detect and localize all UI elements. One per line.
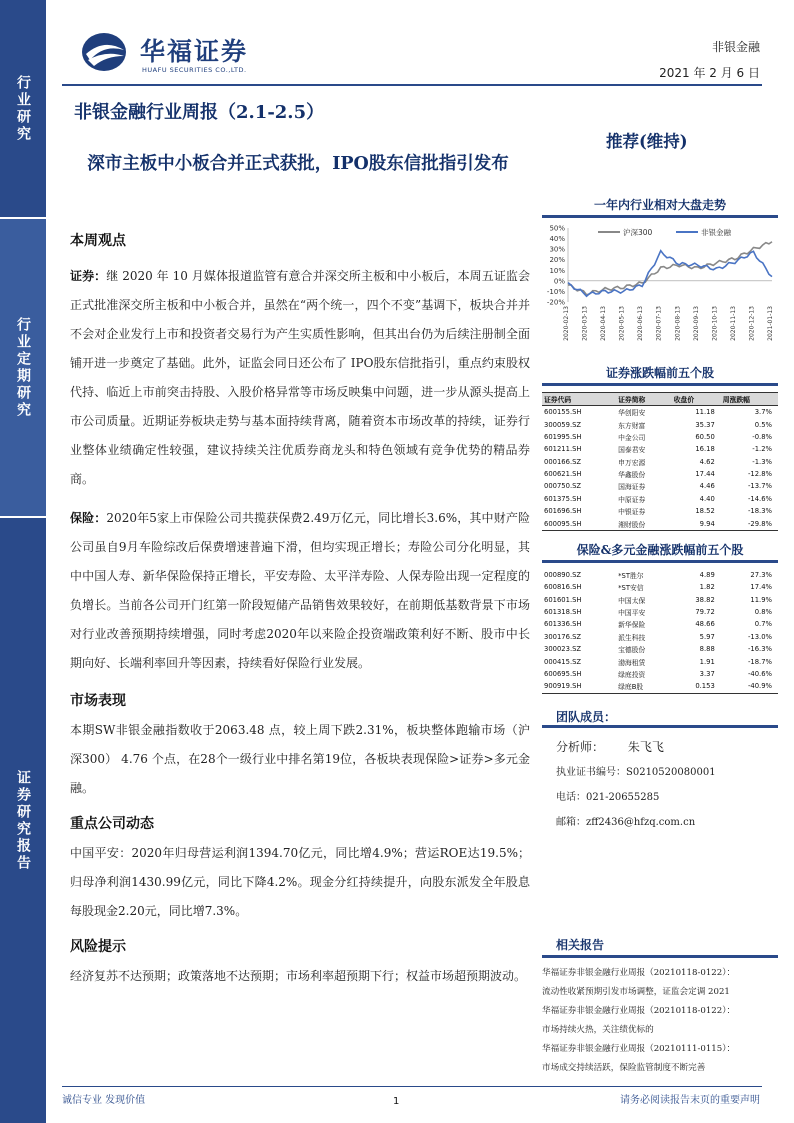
legend-label: 沪深300	[623, 228, 653, 237]
cell-close: 5.97	[699, 632, 715, 641]
table-header-row	[542, 393, 778, 406]
cell-close: 4.89	[699, 570, 715, 579]
cell-close: 35.37	[695, 420, 715, 429]
related-report-item[interactable]: 华福证券非银金融行业周报（20210118-0122）：	[542, 968, 736, 978]
cell-code: 601375.SH	[544, 494, 582, 503]
cell-change: -40.6%	[747, 669, 772, 678]
cell-close: 11.18	[695, 408, 715, 417]
cell-change: -0.8%	[752, 432, 772, 441]
cell-change: 11.9%	[750, 595, 772, 604]
footer-slogan: 诚信专业 发现价值	[62, 1095, 146, 1106]
cell-name: 绿庭投资	[618, 670, 646, 679]
paragraph-securities	[70, 262, 530, 494]
related-report-item[interactable]: 市场成交持续活跃，保险监管制度不断完善	[542, 1063, 706, 1073]
cell-name: 中原证券	[618, 495, 646, 504]
cell-change: 27.3%	[750, 570, 772, 579]
paragraph-lead: 证券：	[70, 269, 107, 283]
x-tick-label: 2020-08-13	[674, 306, 682, 341]
cell-close: 4.46	[699, 482, 715, 491]
col-header-change: 周涨跌幅	[721, 393, 778, 406]
header-divider	[62, 84, 762, 86]
y-tick-label: 50%	[549, 224, 565, 233]
cell-code: 601696.SH	[544, 507, 582, 516]
cell-code: 601211.SH	[544, 445, 582, 454]
x-tick-label: 2020-10-13	[711, 306, 719, 341]
cell-change: -29.8%	[721, 517, 778, 530]
sidebar-section-industry-research	[0, 0, 46, 217]
table-securities-movers	[542, 392, 778, 531]
cell-name: 宝德股份	[618, 646, 646, 655]
right-column	[542, 196, 778, 828]
cell-change: -1.2%	[752, 445, 772, 454]
related-report-item[interactable]: 市场持续火热，关注绩优标的	[542, 1025, 654, 1035]
col-header-code: 证券代码	[542, 393, 616, 406]
y-tick-label: 30%	[549, 245, 565, 254]
cell-code: 601318.SH	[544, 608, 582, 617]
col-header-close: 收盘价	[672, 393, 721, 406]
table-row	[542, 431, 778, 443]
table-row	[542, 631, 778, 643]
cell-change: -14.6%	[747, 494, 772, 503]
analyst-line	[556, 738, 778, 755]
paragraph-market: 本期SW非银金融指数收于2063.48 点，较上周下跌2.31%，板块整体跑输市场（沪深300） 4.76 个点，在28个一级行业中排名第19位，各板块表现保险>证券>多元金融。	[70, 723, 530, 795]
cell-close: 17.44	[695, 470, 715, 479]
x-tick-label: 2020-03-13	[581, 306, 589, 341]
cell-close: 3.37	[699, 669, 715, 678]
table-row	[542, 655, 778, 667]
table-row	[542, 569, 778, 581]
cell-close: 9.94	[672, 517, 721, 530]
related-reports	[542, 936, 778, 1078]
cell-name: 国泰君安	[618, 446, 646, 455]
cell-name: 派生科技	[618, 633, 646, 642]
x-tick-label: 2020-09-13	[692, 306, 700, 341]
x-tick-label: 2020-02-13	[563, 306, 570, 341]
cell-change: 0.8%	[754, 608, 772, 617]
table-row	[542, 406, 778, 419]
analyst-name: 朱飞飞	[627, 739, 664, 754]
cell-change: -18.7%	[747, 657, 772, 666]
logo-text-cn: 华福证券	[140, 37, 249, 66]
table2-heading: 保险&多元金融涨跌幅前五个股	[542, 541, 778, 563]
cell-name: 华创阳安	[618, 409, 646, 418]
related-report-item[interactable]: 华福证券非银金融行业周报（20210111-0115）：	[542, 1044, 736, 1054]
y-tick-label: 20%	[549, 256, 565, 265]
team-heading: 团队成员：	[542, 708, 778, 728]
x-tick-label: 2020-11-13	[729, 306, 737, 341]
cell-change: 0.7%	[754, 620, 772, 629]
company-logo	[80, 30, 280, 80]
col-header-name: 证券简称	[616, 393, 672, 406]
sidebar-label: 行业研究	[15, 74, 31, 143]
table-row	[542, 643, 778, 655]
cell-name: 中银证券	[618, 508, 646, 517]
footer-disclaimer: 请务必阅读报告末页的重要声明	[620, 1095, 760, 1106]
cell-name: 绿庭B股	[616, 680, 672, 693]
cell-close: 38.82	[695, 595, 715, 604]
table-insurance-movers	[542, 569, 778, 694]
cell-change: -18.3%	[747, 507, 772, 516]
header-date: 2021 年 2 月 6 日	[659, 66, 760, 80]
table-row	[542, 668, 778, 680]
page-number: 1	[393, 1096, 400, 1107]
paragraph-text: 继 2020 年 10 月媒体报道监管有意合并深交所主板和中小板后，本周五证监会正式批准深交所主板和中小板合并，虽然在“两个统一，四个不变”基调下，板块合并并不会对企业发行上市和投资者交易行为产生实质性影响，但其出台仍为后续注册制全面铺开进一步奠定了基础。此外，证监会同日还公布了 IPO股东信批指引，重点约束股权代持、临近上市前突击持股、入股价格异常等市场反映集中问题，进一步从源头提高上市公司质量。近期证券板块走势与基本面持续背离，随着资本市场改革的持续，证券行业整体业绩确定性较强，建议持续关注优质券商龙头和特色领域有竞争优势的精品券商。	[70, 269, 530, 486]
cell-close: 1.82	[699, 583, 715, 592]
related-report-item[interactable]: 华福证券非银金融行业周报（20210118-0122）：	[542, 1006, 736, 1016]
relative-performance-chart	[542, 222, 778, 342]
paragraph-risk: 经济复苏不达预期；政策落地不达预期；市场利率超预期下行；权益市场超预期波动。	[70, 969, 527, 983]
cell-close: 4.62	[699, 457, 715, 466]
paragraph-insurance	[70, 504, 530, 678]
cell-close: 60.50	[695, 432, 715, 441]
logo-emblem-icon	[80, 30, 132, 74]
table-row	[542, 680, 778, 693]
cell-code: 600155.SH	[544, 408, 582, 417]
cell-close: 18.52	[695, 507, 715, 516]
cell-code: 601336.SH	[544, 620, 582, 629]
cell-close: 4.40	[699, 494, 715, 503]
table-row	[542, 418, 778, 430]
analyst-phone: 电话：021-20655285	[556, 791, 660, 803]
sidebar-label: 证券研究报告	[15, 769, 31, 872]
section-heading-market: 市场表现	[70, 693, 126, 709]
x-tick-label: 2020-07-13	[655, 306, 663, 341]
cell-code: 600095.SH	[542, 517, 616, 530]
cell-code: 000415.SZ	[544, 657, 582, 666]
section-heading-company: 重点公司动态	[70, 816, 154, 832]
cell-name: 渤海租赁	[618, 658, 646, 667]
cell-name: 东方财富	[618, 421, 646, 430]
cell-name: 湘财股份	[616, 517, 672, 530]
cell-close: 1.91	[699, 657, 715, 666]
table-row	[542, 493, 778, 505]
table-row	[542, 594, 778, 606]
table-row	[542, 618, 778, 630]
sidebar-section-periodic-research	[0, 219, 46, 516]
paragraph-lead: 保险：	[70, 511, 107, 525]
analyst-cert: 执业证书编号：S0210520080001	[556, 766, 716, 778]
section-heading-risk: 风险提示	[70, 939, 126, 955]
table-row	[542, 581, 778, 593]
cell-name: 中国太保	[618, 596, 646, 605]
x-tick-label: 2021-01-13	[767, 306, 774, 341]
paragraph-company: 中国平安：2020年归母营运利润1394.70亿元，同比增4.9%；营运ROE达19.5%；归母净利润1430.99亿元，同比下降4.2%。现金分红持续提升，向股东派发全年股息每股现金2.20元，同比增7.3%。	[70, 846, 530, 918]
cell-code: 000750.SZ	[544, 482, 582, 491]
cell-change: -13.0%	[747, 632, 772, 641]
cell-change: 17.4%	[750, 583, 772, 592]
y-tick-label: 0%	[553, 277, 565, 286]
rating: 推荐(维持)	[606, 132, 688, 151]
report-title: 非银金融行业周报（2.1-2.5）	[74, 102, 325, 123]
series-line-1	[568, 251, 772, 297]
sidebar-section-securities-report	[0, 518, 46, 1123]
main-content	[70, 230, 530, 991]
y-tick-label: -20%	[546, 298, 565, 307]
y-tick-label: 40%	[549, 235, 565, 244]
y-tick-label: 10%	[549, 266, 565, 275]
cell-code: 600695.SH	[544, 669, 582, 678]
y-tick-label: -10%	[546, 287, 565, 296]
x-tick-label: 2020-05-13	[618, 306, 626, 341]
cell-name: 国海证券	[618, 483, 646, 492]
x-tick-label: 2020-06-13	[637, 306, 645, 341]
paragraph-text: 2020年5家上市保险公司共揽获保费2.49万亿元，同比增长3.6%，其中财产险公司虽自9月车险综改后保费增速普遍下滑，但均实现正增长；寿险公司分化明显，其中中国人寿、新华保险保持正增长，平安寿险、太平洋寿险、人保寿险出现一定程度的负增长。当前各公司开门红第一阶段短储产品销售效果较好，在前期低基数背景下市场对行业改善预期持续增强，同时考虑2020年以来险企投资端政策利好不断、股市中长期向好、长端利率回升等因素，持续看好保险行业发展。	[70, 511, 530, 670]
header-industry: 非银金融	[711, 40, 760, 54]
table-row	[542, 468, 778, 480]
series-line-0	[568, 242, 772, 295]
cell-code: 300176.SZ	[544, 632, 582, 641]
cell-close: 48.66	[695, 620, 715, 629]
cell-close: 16.18	[695, 445, 715, 454]
cell-code: 000890.SZ	[544, 570, 582, 579]
table-row	[542, 443, 778, 455]
table-row	[542, 517, 778, 530]
cell-code: 601601.SH	[544, 595, 582, 604]
cell-name: *ST安信	[618, 584, 644, 593]
cell-code: 600816.SH	[544, 583, 582, 592]
cell-name: *ST胜尔	[618, 571, 644, 580]
cell-name: 申万宏源	[618, 458, 646, 467]
cell-change: -16.3%	[747, 645, 772, 654]
section-heading-weekly-view: 本周观点	[70, 233, 126, 249]
analyst-label: 分析师：	[556, 739, 605, 754]
cell-change: -1.3%	[752, 457, 772, 466]
team-info	[542, 738, 778, 828]
legend-label: 非银金融	[701, 228, 731, 237]
cell-name: 新华保险	[618, 621, 646, 630]
logo-text-en: HUAFU SECURITIES CO.,LTD.	[142, 66, 247, 74]
cell-close: 79.72	[695, 608, 715, 617]
footer-divider	[62, 1086, 762, 1087]
cell-code: 600621.SH	[544, 470, 582, 479]
related-report-item[interactable]: 流动性收紧预期引发市场调整，证监会定调 2021	[542, 987, 730, 997]
sidebar-label: 行业定期研究	[15, 316, 31, 419]
cell-code: 300023.SZ	[544, 645, 582, 654]
x-tick-label: 2020-04-13	[600, 306, 608, 341]
cell-name: 中金公司	[618, 433, 646, 442]
cell-close: 8.88	[699, 645, 715, 654]
cell-change: 3.7%	[754, 408, 772, 417]
report-subtitle: 深市主板中小板合并正式获批，IPO股东信批指引发布	[87, 154, 509, 174]
cell-close: 0.153	[672, 680, 721, 693]
cell-code: 300059.SZ	[544, 420, 582, 429]
table-row	[542, 480, 778, 492]
cell-change: -12.8%	[747, 470, 772, 479]
table-row	[542, 456, 778, 468]
x-tick-label: 2020-12-13	[748, 306, 756, 341]
analyst-email: 邮箱：zff2436@hfzq.com.cn	[556, 816, 696, 828]
table1-heading: 证券涨跌幅前五个股	[542, 364, 778, 386]
table-row	[542, 606, 778, 618]
table-row	[542, 505, 778, 517]
cell-code: 601995.SH	[544, 432, 582, 441]
cell-code: 900919.SH	[542, 680, 616, 693]
cell-change: -13.7%	[747, 482, 772, 491]
cell-name: 华鑫股份	[618, 471, 646, 480]
cell-change: -40.9%	[721, 680, 778, 693]
cell-change: 0.5%	[754, 420, 772, 429]
chart-heading: 一年内行业相对大盘走势	[542, 196, 778, 218]
cell-name: 中国平安	[618, 609, 646, 618]
related-heading: 相关报告	[542, 936, 778, 958]
cell-code: 000166.SZ	[544, 457, 582, 466]
